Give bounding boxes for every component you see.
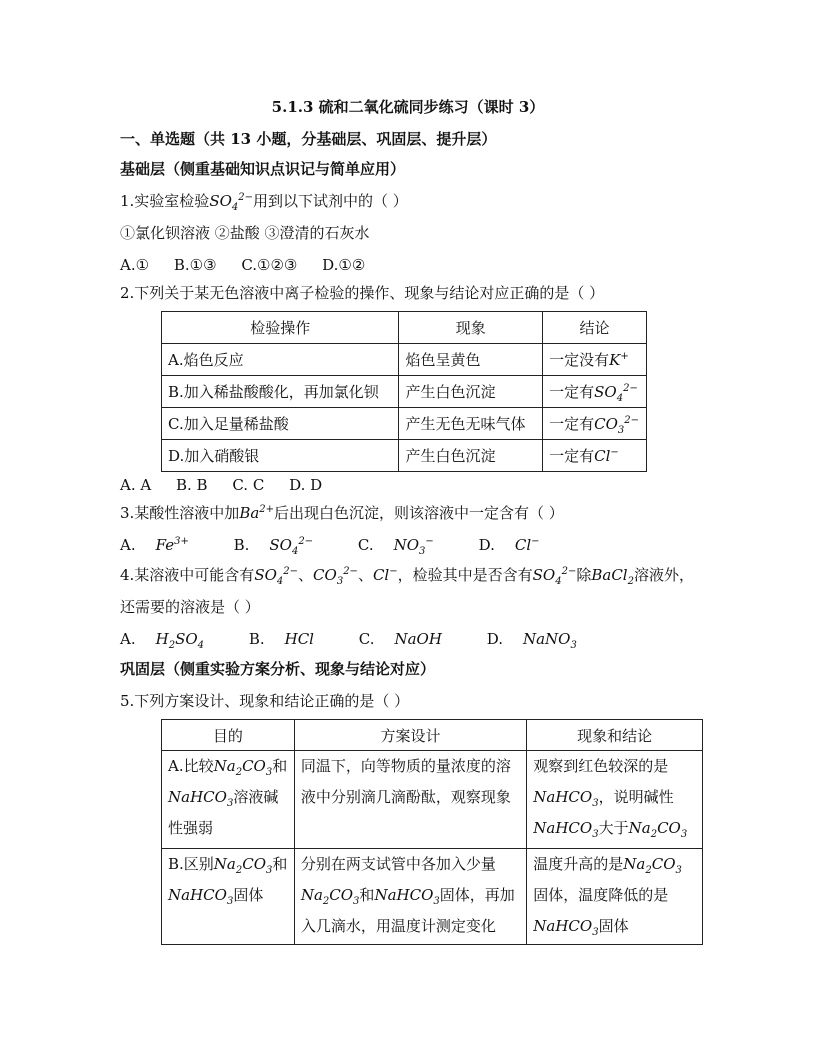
table-header: 检验操作 [162, 312, 399, 344]
option-b[interactable]: B. B [175, 476, 208, 494]
question-2-stem: 2.下列关于某无色溶液中离子检验的操作、现象与结论对应正确的是（ ） [120, 284, 605, 302]
question-5-stem: 5.下列方案设计、现象和结论正确的是（ ） [120, 692, 410, 710]
table-row: A.比较$Na_2CO_3$和 NaHCO$_3$溶液碱性强弱 同温下，向等物质的量浓度的溶液中分别滴几滴酚酞，观察现象 观察到红色较深的是 NaHCO$_3$，说明碱性 NaHCO$_3$大于$Na_2CO_3$ [162, 751, 703, 849]
question-1-options [120, 254, 385, 276]
option-c[interactable]: C. NaOH [358, 630, 442, 648]
option-c[interactable]: C.①②③ [241, 256, 298, 274]
question-3-stem: 3.某酸性溶液中加$Ba^{2+}$后出现白色沉淀，则该溶液中一定含有（ ） [120, 504, 564, 522]
table-header: 现象和结论 [527, 720, 703, 751]
layer-heading-basic: 基础层（侧重基础知识点识记与简单应用） [120, 160, 406, 178]
table-header: 现象 [399, 312, 543, 344]
table-header: 目的 [162, 720, 295, 751]
option-d[interactable]: D. NaNO$_3$ [486, 630, 577, 651]
option-b[interactable]: B. $SO_4^{2-}$ [233, 536, 314, 557]
option-d[interactable]: D. Cl− [478, 536, 540, 554]
table-row: B.区别$Na_2CO_3$和 NaHCO$_3$固体 分别在两支试管中各加入少量 $Na_2CO_3$和NaHCO$_3$固体，再加入几滴水，用温度计测定变化 温度升高的是$Na_2CO_3$ 固体，温度降低的是 NaHCO$_3$固体 [162, 849, 703, 945]
question-2-options [120, 474, 342, 496]
table-header: 结论 [543, 312, 647, 344]
table-row: B.加入稀盐酸酸化，再加氯化钡 产生白色沉淀 一定有$SO_4^{2-}$ [162, 376, 647, 408]
table-row: D.加入硝酸银 产生白色沉淀 一定有Cl− [162, 440, 647, 472]
question-3-options [120, 534, 580, 556]
table-row: A.焰色反应 焰色呈黄色 一定没有K+ [162, 344, 647, 376]
option-d[interactable]: D.①② [322, 256, 366, 274]
question-5-table [161, 719, 703, 945]
question-1-stem: 1.实验室检验$SO_4^{2-}$用到以下试剂中的（ ） [120, 192, 408, 213]
question-4-stem: 4.某溶液中可能含有$SO_4^{2-}$、$CO_3^{2-}$、Cl−，检验其中是否含有$SO_4^{2-}$除BaCl$_2$溶液外， [120, 566, 694, 587]
question-4-options [120, 628, 617, 650]
section-heading: 一、单选题（共 13 小题，分基础层、巩固层、提升层） [120, 130, 497, 148]
table-header: 方案设计 [294, 720, 526, 751]
option-a[interactable]: A. $H_2SO_4$ [120, 630, 205, 651]
question-2-table [161, 311, 647, 472]
option-a[interactable]: A. $Fe^{3+}$ [120, 536, 189, 554]
page-title: 5.1.3 硫和二氧化硫同步练习（课时 3） [271, 98, 545, 116]
layer-heading-consolidate: 巩固层（侧重实验方案分析、现象与结论对应） [120, 660, 436, 678]
question-1-reagents: ①氯化钡溶液 ②盐酸 ③澄清的石灰水 [120, 224, 370, 242]
option-b[interactable]: B.①③ [173, 256, 217, 274]
question-4-stem-line2: 还需要的溶液是（ ） [120, 598, 260, 616]
table-row: C.加入足量稀盐酸 产生无色无味气体 一定有$CO_3^{2-}$ [162, 408, 647, 440]
option-c[interactable]: C. $NO_3^-$ [357, 536, 434, 557]
option-a[interactable]: A. A [120, 476, 152, 494]
option-b[interactable]: B. HCl [248, 630, 314, 648]
option-d[interactable]: D. D [289, 476, 323, 494]
option-c[interactable]: C. C [232, 476, 265, 494]
option-a[interactable]: A.① [120, 256, 150, 274]
